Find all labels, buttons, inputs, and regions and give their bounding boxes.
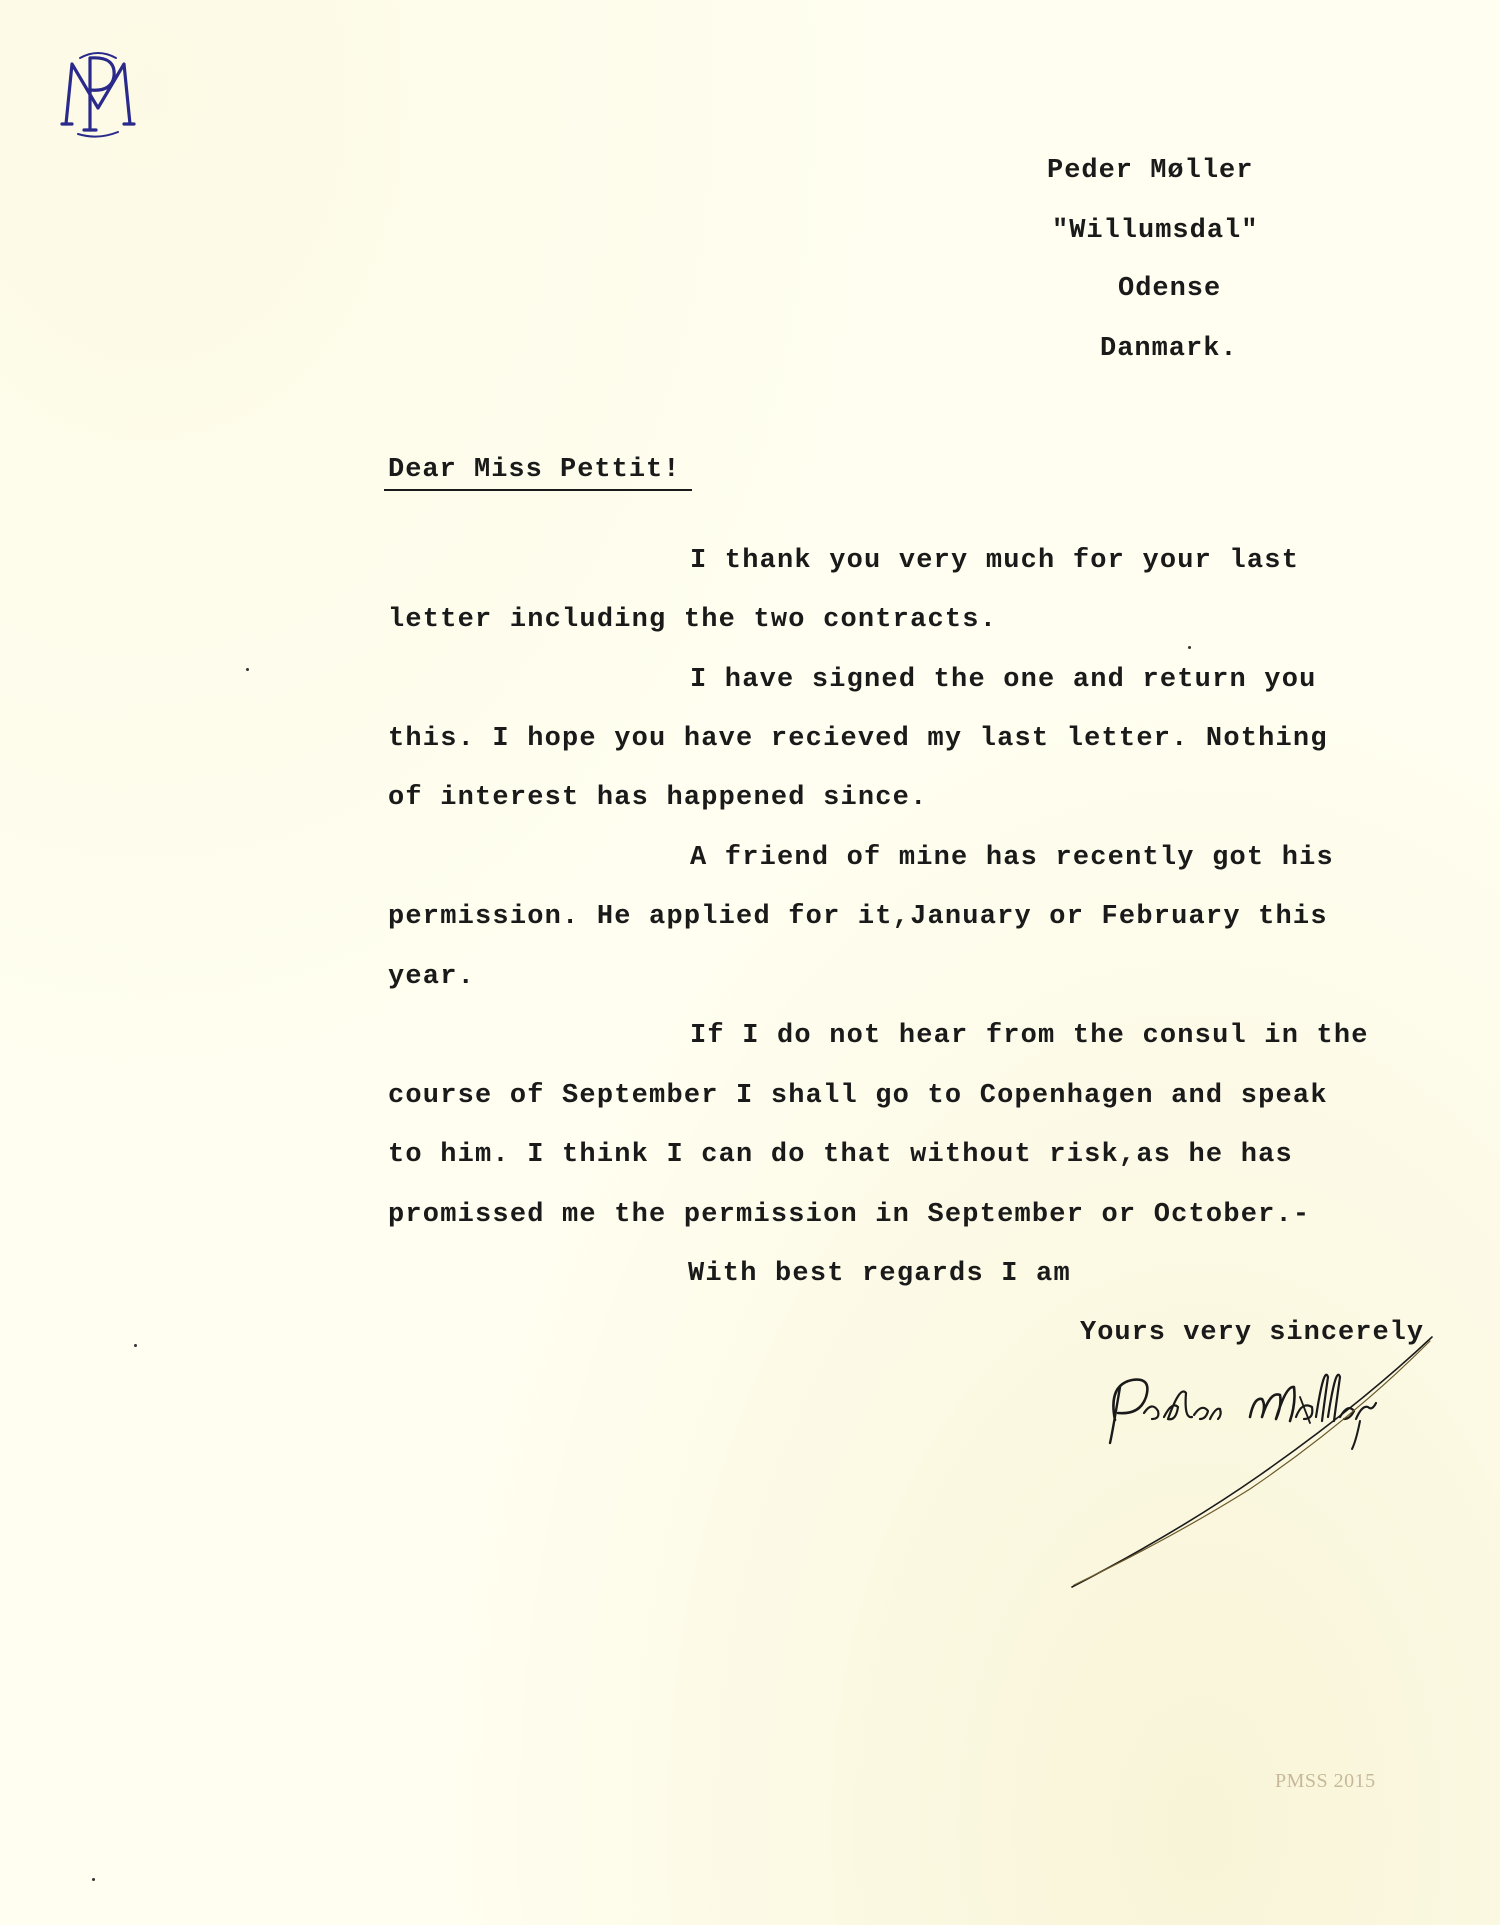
paper-speck [1188, 646, 1191, 649]
paper-speck [92, 1878, 95, 1881]
body-line-13: With best regards I am [688, 1259, 1071, 1289]
sender-city: Odense [1118, 274, 1222, 304]
paper-speck [134, 1344, 137, 1347]
salutation-underline [384, 489, 692, 491]
body-line-1: I thank you very much for your last [690, 546, 1300, 576]
archive-watermark: PMSS 2015 [1275, 1770, 1376, 1792]
salutation: Dear Miss Pettit! [388, 455, 681, 485]
body-line-11: to him. I think I can do that without risk,as he has [388, 1140, 1293, 1170]
body-line-12: promissed me the permission in September or October.- [388, 1200, 1311, 1230]
closing: Yours very sincerely [1080, 1318, 1425, 1348]
body-line-5: of interest has happened since. [388, 783, 928, 813]
body-line-3: I have signed the one and return you [690, 665, 1317, 695]
pm-monogram-logo [58, 46, 138, 138]
sender-country: Danmark. [1100, 334, 1238, 364]
body-line-4: this. I hope you have recieved my last letter. Nothing [388, 724, 1328, 754]
body-line-2: letter including the two contracts. [388, 605, 998, 635]
body-line-6: A friend of mine has recently got his [690, 843, 1334, 873]
body-line-10: course of September I shall go to Copenhagen and speak [388, 1081, 1328, 1111]
body-line-9: If I do not hear from the consul in the [690, 1021, 1369, 1051]
sender-name: Peder Møller [1047, 156, 1254, 186]
handwritten-signature [1060, 1325, 1440, 1595]
body-line-8: year. [388, 962, 476, 992]
body-line-7: permission. He applied for it,January or February this [388, 902, 1328, 932]
paper-speck [246, 668, 249, 671]
sender-estate: "Willumsdal" [1052, 216, 1259, 246]
